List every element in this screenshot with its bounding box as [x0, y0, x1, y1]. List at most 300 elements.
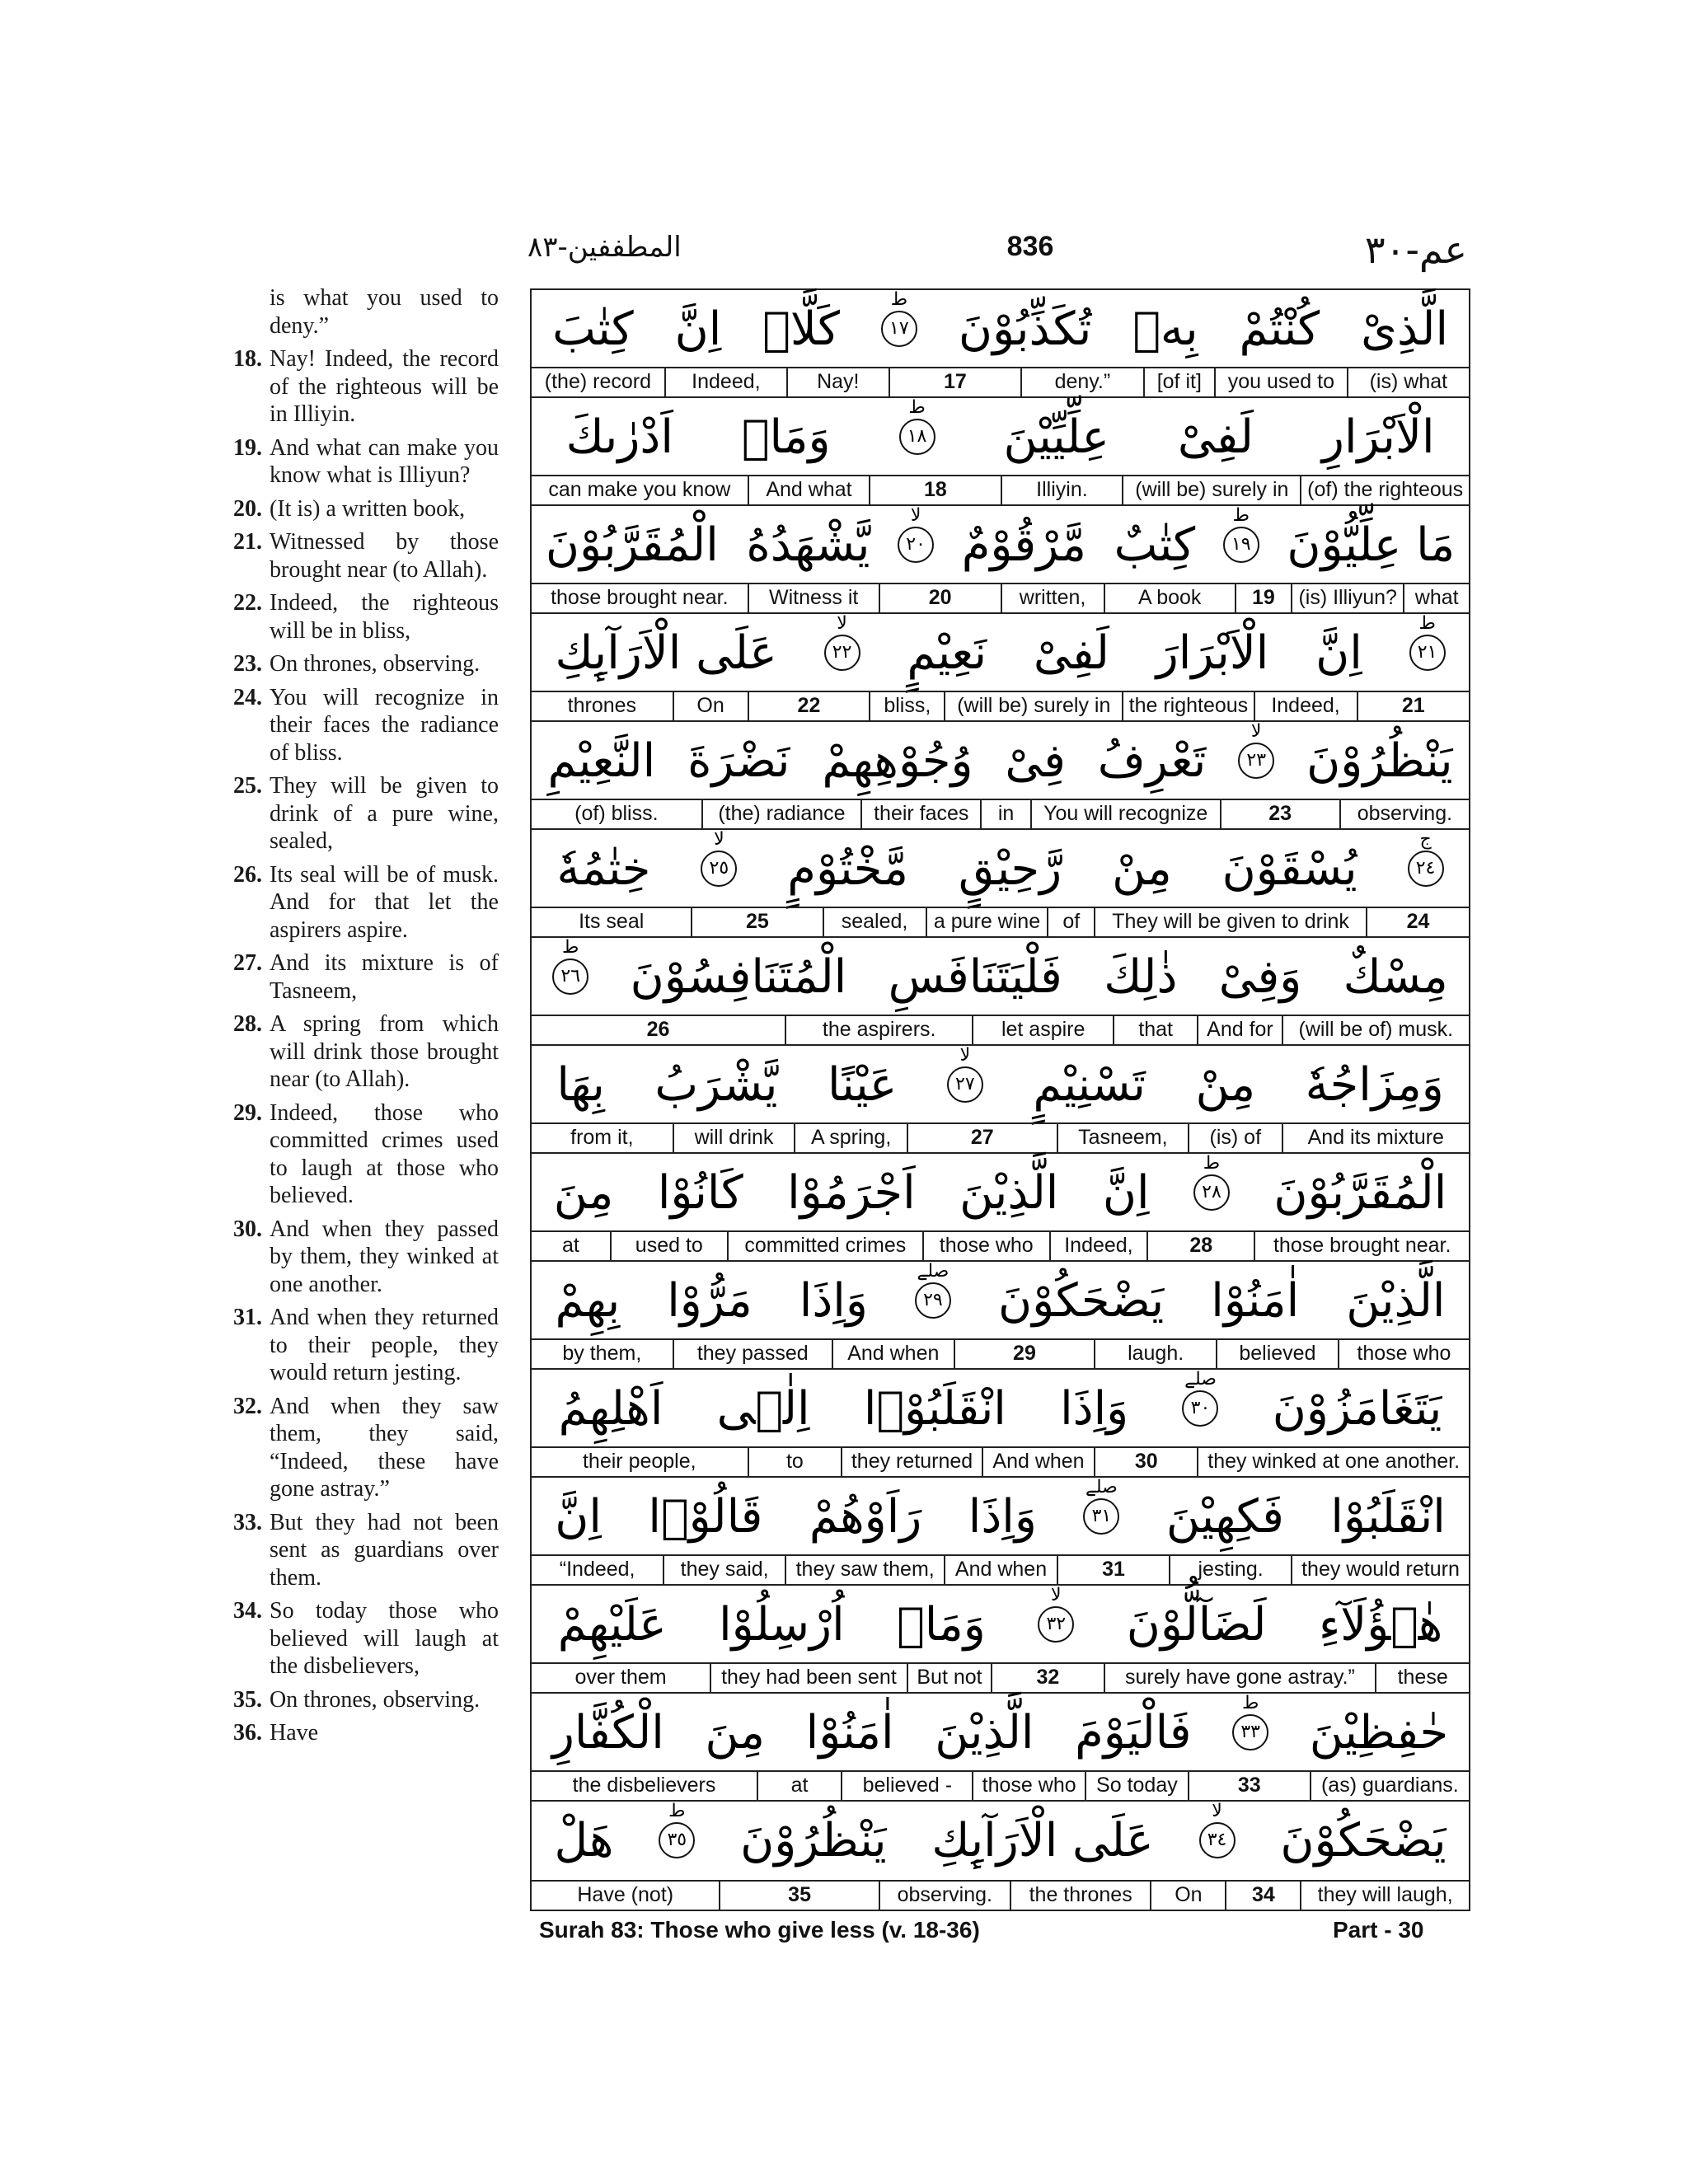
gloss-word: will drink: [673, 1124, 795, 1152]
arabic-line: [532, 290, 1469, 368]
ayah-end-marker: [881, 289, 917, 347]
arabic-word: مِنَ: [553, 1165, 614, 1220]
gloss-word: over them: [574, 1666, 667, 1689]
verse-number: 22.: [233, 590, 262, 616]
arabic-word: بِهَا: [556, 1057, 605, 1112]
gloss-word: their faces: [860, 800, 980, 828]
grid-row: [532, 938, 1469, 1046]
translation-verse: [233, 345, 499, 429]
arabic-word: الْاَبْرَارِ: [1321, 410, 1435, 464]
translation-verse: [233, 1393, 499, 1503]
gloss-word: (will be) surely in: [944, 692, 1122, 720]
pause-sign: لا: [910, 505, 921, 526]
gloss-word: used to: [610, 1232, 727, 1260]
gloss-verse-number: 30: [1094, 1448, 1197, 1476]
gloss-word: committed crimes: [727, 1232, 922, 1260]
gloss-word: Have (not): [577, 1883, 674, 1906]
gloss-word: And when: [832, 1340, 954, 1368]
arabic-word: الْمُقَرَّبُوْنَ: [545, 518, 719, 572]
verse-text: And when they returned to their people, they would return jesting.: [270, 1305, 499, 1385]
gloss-word: believed: [1216, 1340, 1338, 1368]
pause-sign: ط: [1241, 1693, 1259, 1713]
arabic-word: لَفِیْ: [1177, 410, 1254, 464]
verse-text: And when they saw them, they said, “Indeed, these have gone astray.”: [270, 1393, 499, 1502]
verse-number: 20.: [233, 495, 262, 522]
arabic-word: مَا عِلِّیُّوْنَ: [1287, 518, 1456, 572]
arabic-word: اٰمَنُوْا: [1211, 1273, 1300, 1328]
gloss-word: (of) the righteous: [1300, 476, 1469, 504]
gloss-word: (is) what: [1347, 368, 1469, 396]
ayah-number: ٢٩: [923, 1290, 943, 1310]
grid-row: [532, 830, 1469, 938]
ayah-number: ٣٠: [1190, 1398, 1211, 1418]
arabic-word: وَمَاۤ: [741, 410, 831, 464]
arabic-word: اَجْرَمُوْا: [787, 1165, 916, 1220]
gloss-verse-number: 18: [869, 476, 1000, 504]
arabic-word: كِتٰبَ: [552, 302, 634, 356]
arabic-word: یَضْحَكُوْنَ: [997, 1273, 1165, 1328]
gloss-word: Its seal: [579, 910, 645, 933]
translation-verse: [233, 1099, 499, 1210]
arabic-line: [532, 1370, 1469, 1447]
gloss-word: they would return: [1291, 1556, 1469, 1584]
arabic-word: الْمُقَرَّبُوْنَ: [1273, 1165, 1447, 1220]
arabic-line: [532, 1694, 1469, 1771]
arabic-word: الَّذِیْ: [1361, 302, 1449, 356]
arabic-word: عَلَى الْاَرَآىِٕكِ: [931, 1813, 1154, 1868]
verse-text: Its seal will be of musk. And for that let the aspirers aspire.: [270, 861, 499, 943]
gloss-word: (will be) surely in: [1122, 476, 1300, 504]
ayah-end-marker: [1182, 1369, 1218, 1427]
translation-verse: [233, 861, 499, 944]
arabic-word: وُجُوْهِهِمْ: [822, 733, 973, 788]
arabic-word: ذٰلِكَ: [1104, 949, 1178, 1004]
ayah-end-marker: [898, 505, 934, 563]
ayah-number: ٣١: [1091, 1506, 1112, 1526]
ayah-end-marker: [1232, 1693, 1268, 1750]
gloss-word: [of it]: [1143, 368, 1215, 396]
arabic-word: وَفِیْ: [1218, 949, 1302, 1004]
gloss-verse-number: 25: [691, 908, 822, 936]
ayah-number: ٢١: [1417, 642, 1437, 663]
arabic-word: مَرُّوْا: [667, 1273, 753, 1328]
gloss-word: You will recognize: [1030, 800, 1220, 828]
arabic-word: انْقَلَبُوْا: [1330, 1489, 1446, 1544]
arabic-word: هَلْ: [554, 1813, 614, 1868]
gloss-verse-number: 19: [1235, 584, 1291, 612]
verse-text: Indeed, the righteous will be in bliss,: [270, 590, 499, 644]
pause-sign: ط: [1418, 613, 1436, 634]
gloss-word: they winked at one another.: [1197, 1448, 1469, 1476]
ayah-end-marker: [824, 613, 860, 671]
translation-verse: [233, 949, 499, 1005]
translation-verse: [233, 1509, 499, 1592]
gloss-word: at: [561, 1234, 579, 1257]
verse-number: 25.: [233, 773, 262, 799]
arabic-word: مَّرْقُوْمٌ: [961, 518, 1086, 572]
arabic-word: یُسْقَوْنَ: [1221, 841, 1357, 896]
pause-sign: ط: [668, 1801, 686, 1821]
arabic-word: یَّشْهَدُهُ: [746, 518, 870, 572]
arabic-word: فِیْ: [1005, 733, 1066, 788]
ayah-number: ٣٣: [1240, 1722, 1260, 1742]
arabic-word: فَالْیَوْمَ: [1075, 1705, 1192, 1760]
arabic-line: [532, 1262, 1469, 1339]
english-gloss-line: [532, 367, 1469, 396]
grid-row: [532, 614, 1469, 722]
gloss-word: laugh.: [1094, 1340, 1216, 1368]
pause-sign: صلے: [1184, 1369, 1217, 1390]
gloss-word: those who: [922, 1232, 1049, 1260]
arabic-word: نَعِیْمٍ: [907, 626, 987, 680]
verse-text: And when they passed by them, they winked at one another.: [270, 1216, 499, 1297]
translation-column: [233, 284, 499, 1753]
gloss-word: you used to: [1214, 368, 1347, 396]
gloss-word: the disbelievers: [572, 1774, 716, 1797]
arabic-line: [532, 506, 1469, 583]
arabic-word: اِنَّ: [1102, 1165, 1150, 1220]
gloss-verse-number: 21: [1357, 692, 1469, 720]
english-gloss-line: [532, 583, 1469, 612]
verse-text: A spring from which will drink those brought near (to Allah).: [270, 1011, 499, 1092]
arabic-word: انْقَلَبُوْۤا: [863, 1381, 1006, 1436]
pause-sign: لا: [1212, 1801, 1222, 1821]
gloss-word: Nay!: [786, 368, 889, 396]
page-number: 836: [1006, 231, 1054, 262]
gloss-word: And when: [982, 1448, 1094, 1476]
translation-verse: [233, 772, 499, 855]
verse-number: 31.: [233, 1305, 262, 1330]
verse-text: But they had not been sent as guardians over them.: [270, 1509, 499, 1591]
gloss-word: On: [1150, 1882, 1225, 1910]
verse-number: 33.: [233, 1509, 262, 1535]
arabic-word: فَكِهِیْنَ: [1165, 1489, 1284, 1544]
gloss-word: bliss,: [869, 692, 944, 720]
gloss-word: these: [1375, 1664, 1469, 1692]
verse-number: 32.: [233, 1393, 262, 1419]
arabic-word: كِتٰبٌ: [1114, 518, 1196, 572]
ayah-end-marker: [659, 1801, 695, 1858]
verse-number: 24.: [233, 684, 262, 710]
gloss-word: those who: [972, 1772, 1084, 1800]
english-gloss-line: [532, 799, 1469, 828]
verse-text: They will be given to drink of a pure wine, sealed,: [270, 773, 499, 854]
arabic-line: [532, 938, 1469, 1015]
translation-verse: [233, 1597, 499, 1680]
arabic-word: بِهِمْ: [555, 1273, 621, 1328]
gloss-word: written,: [1001, 584, 1104, 612]
arabic-word: الْكُفَّارِ: [551, 1705, 664, 1760]
gloss-word: A book: [1104, 584, 1235, 612]
arabic-line: [532, 722, 1469, 799]
ayah-number: ٢٤: [1415, 858, 1436, 879]
ayah-end-marker: [552, 937, 588, 995]
arabic-word: مِسْكٌ: [1343, 949, 1448, 1004]
verse-text: Have: [270, 1720, 319, 1746]
english-gloss-line: [532, 907, 1469, 936]
arabic-word: اُرْسِلُوْا: [719, 1597, 845, 1652]
gloss-word: And its mixture: [1282, 1124, 1469, 1152]
arabic-word: خِتٰمُهٗ: [556, 841, 651, 896]
ayah-number: ٢٥: [709, 858, 729, 879]
gloss-word: Witness it: [748, 584, 879, 612]
arabic-word: رَاَوْهُمْ: [809, 1489, 922, 1544]
arabic-word: كَلَّاۤ: [762, 302, 840, 356]
ayah-number: ٣٤: [1207, 1830, 1227, 1850]
verse-number: 23.: [233, 651, 262, 677]
verse-text: Witnessed by those brought near (to Allah).: [270, 529, 499, 583]
translation-verse: [233, 1216, 499, 1299]
gloss-word: surely have gone astray.”: [1104, 1664, 1376, 1692]
gloss-word: they had been sent: [710, 1664, 907, 1692]
grid-row: [532, 506, 1469, 614]
arabic-word: فَلْیَتَنَافَسِ: [888, 949, 1062, 1004]
gloss-word: (the) record: [544, 370, 651, 393]
gloss-verse-number: 32: [991, 1664, 1103, 1692]
gloss-word: But not: [907, 1664, 991, 1692]
gloss-word: let aspire: [972, 1016, 1113, 1044]
gloss-verse-number: 26: [646, 1018, 670, 1041]
arabic-word: وَاِذَا: [1060, 1381, 1129, 1436]
arabic-word: اِنَّ: [674, 302, 722, 356]
verse-number: 35.: [233, 1686, 262, 1713]
arabic-line: [532, 1046, 1469, 1123]
gloss-word: of: [1047, 908, 1094, 936]
gloss-verse-number: 23: [1220, 800, 1339, 828]
gloss-word: deny.”: [1020, 368, 1142, 396]
arabic-line: [532, 1154, 1469, 1231]
ayah-end-marker: [701, 829, 737, 887]
verse-text: On thrones, observing.: [270, 1686, 481, 1713]
gloss-word: that: [1113, 1016, 1197, 1044]
arabic-word: قَالُوْۤا: [648, 1489, 763, 1544]
verse-text: (It is) a written book,: [270, 495, 466, 522]
english-gloss-line: [532, 1122, 1469, 1152]
gloss-word: from it,: [570, 1126, 634, 1149]
gloss-word: they passed: [673, 1340, 832, 1368]
arabic-word: مِنْ: [1112, 841, 1172, 896]
arabic-line: [532, 1586, 1469, 1663]
arabic-word: اِنَّ: [1315, 626, 1362, 680]
arabic-word: رَّحِیْقٍ: [958, 841, 1062, 896]
verse-text: Nay! Indeed, the record of the righteous will be in Illiyin.: [270, 346, 499, 427]
verse-number: 36.: [233, 1720, 262, 1746]
gloss-word: observing.: [1339, 800, 1469, 828]
arabic-word: عِلِّیِّیْنَ: [1003, 410, 1109, 464]
arabic-word: لَضَآلُّوْنَ: [1126, 1597, 1267, 1652]
verse-number: 26.: [233, 861, 262, 888]
gloss-word: Illiyin.: [1001, 476, 1123, 504]
arabic-word: الَّذِیْنَ: [959, 1165, 1059, 1220]
gloss-word: (of) bliss.: [574, 802, 659, 825]
ayah-number: ٢٦: [560, 966, 581, 987]
ayah-number: ٢٨: [1202, 1182, 1221, 1202]
ayah-number: ١٩: [1231, 534, 1251, 555]
translation-verse: [233, 495, 499, 523]
gloss-word: their people,: [582, 1450, 696, 1473]
gloss-word: And what: [748, 476, 870, 504]
gloss-word: those who: [1338, 1340, 1469, 1368]
arabic-word: كُنْتُمْ: [1239, 302, 1320, 356]
ayah-end-marker: [947, 1045, 983, 1103]
arabic-word: یَّشْرَبُ: [654, 1057, 778, 1112]
arabic-word: یَضْحَكُوْنَ: [1280, 1813, 1447, 1868]
pause-sign: ط: [1232, 505, 1250, 526]
translation-verse: [233, 1719, 499, 1747]
ayah-end-marker: [1193, 1153, 1230, 1211]
arabic-line: [532, 1478, 1469, 1555]
arabic-word: نَضْرَةَ: [687, 733, 790, 788]
gloss-verse-number: 28: [1146, 1232, 1254, 1260]
grid-row: [532, 722, 1469, 830]
arabic-word: مَّخْتُوْمٍ: [787, 841, 908, 896]
ayah-end-marker: [1083, 1477, 1119, 1535]
translation-verse: [233, 1010, 499, 1094]
english-gloss-line: [532, 1230, 1469, 1260]
ayah-end-marker: [1199, 1801, 1236, 1858]
gloss-word: (is) Illiyun?: [1291, 584, 1403, 612]
verse-text: You will recognize in their faces the radiance of bliss.: [270, 684, 499, 766]
gloss-word: the righteous: [1122, 692, 1253, 720]
gloss-word: they saw them,: [785, 1556, 944, 1584]
arabic-word: مِنْ: [1195, 1057, 1256, 1112]
arabic-word: اِلٰۤى: [716, 1381, 810, 1436]
header-part-name: عم-٣٠: [1364, 227, 1467, 272]
gloss-word: thrones: [567, 694, 637, 717]
arabic-word: اَدْرٰىكَ: [565, 410, 673, 464]
gloss-verse-number: 24: [1366, 908, 1469, 936]
arabic-word: یَتَغَامَزُوْنَ: [1272, 1381, 1442, 1436]
ayah-number: ٣٥: [667, 1830, 687, 1850]
gloss-word: what: [1403, 584, 1469, 612]
english-gloss-line: [532, 1015, 1469, 1044]
verse-number: 19.: [233, 434, 262, 461]
translation-verse: [233, 434, 499, 490]
english-gloss-line: [532, 1554, 1469, 1584]
translation-verse: [233, 1304, 499, 1387]
gloss-word: to: [748, 1448, 842, 1476]
arabic-word: لَفِیْ: [1033, 626, 1109, 680]
ayah-end-marker: [1409, 613, 1446, 671]
arabic-word: اٰمَنُوْا: [805, 1705, 894, 1760]
translation-verse: [233, 528, 499, 583]
gloss-verse-number: 22: [748, 692, 870, 720]
footer-surah-title: Surah 83: Those who give less (v. 18-36): [539, 1917, 980, 1943]
arabic-word: الَّذِیْنَ: [1346, 1273, 1446, 1328]
translation-verse: [233, 284, 499, 340]
ayah-end-marker: [1223, 505, 1259, 563]
arabic-word: عَلَى الْاَرَآىِٕكِ: [555, 626, 777, 680]
gloss-word: Indeed,: [1049, 1232, 1146, 1260]
gloss-word: A spring,: [794, 1124, 906, 1152]
ayah-number: ٣٢: [1046, 1614, 1067, 1634]
ayah-end-marker: [1238, 721, 1274, 779]
gloss-word: Indeed,: [664, 368, 786, 396]
gloss-word: And for: [1197, 1016, 1281, 1044]
arabic-line: [532, 398, 1469, 476]
gloss-word: by them,: [562, 1342, 642, 1365]
grid-row: [532, 398, 1469, 506]
ayah-end-marker: [1038, 1585, 1074, 1643]
gloss-word: “Indeed,: [559, 1558, 635, 1581]
verse-text: Indeed, those who committed crimes used to laugh at those who believed.: [270, 1099, 499, 1208]
verse-number: 34.: [233, 1598, 262, 1624]
grid-row: [532, 1154, 1469, 1262]
gloss-word: in: [980, 800, 1029, 828]
ayah-number: ١٨: [907, 426, 927, 447]
arabic-word: یَنْظُرُوْنَ: [740, 1813, 887, 1868]
verse-number: 30.: [233, 1216, 262, 1242]
translation-verse: [233, 1686, 499, 1714]
ayah-end-marker: [915, 1261, 951, 1319]
gloss-word: they said,: [663, 1556, 785, 1584]
english-gloss-line: [532, 1338, 1469, 1368]
ayah-end-marker: [899, 397, 935, 455]
gloss-word: they will laugh,: [1300, 1882, 1469, 1910]
gloss-verse-number: 20: [879, 584, 1001, 612]
gloss-word: Indeed,: [1254, 692, 1357, 720]
gloss-word: can make you know: [548, 478, 731, 501]
gloss-verse-number: 34: [1225, 1882, 1300, 1910]
arabic-word: مِنَ: [705, 1705, 766, 1760]
word-by-word-grid: [530, 288, 1470, 1911]
arabic-word: وَمَاۤ: [897, 1597, 986, 1652]
arabic-word: تَعْرِفُ: [1097, 733, 1207, 788]
ayah-end-marker: [1408, 829, 1444, 887]
arabic-word: النَّعِیْمِ: [547, 733, 656, 788]
gloss-word: those brought near.: [551, 586, 729, 609]
verse-text: On thrones, observing.: [270, 651, 481, 677]
gloss-word: (will be of) musk.: [1282, 1016, 1469, 1044]
arabic-word: اَهْلِهِمُ: [558, 1381, 663, 1436]
verse-text: So today those who believed will laugh at the disbelievers,: [270, 1598, 499, 1679]
ayah-number: ٢٠: [906, 534, 926, 555]
verse-text: is what you used to deny.”: [270, 285, 499, 339]
arabic-line: [532, 1802, 1469, 1879]
gloss-verse-number: 29: [954, 1340, 1095, 1368]
ayah-number: ١٧: [889, 318, 909, 339]
arabic-word: تُكَذِّبُوْنَ: [958, 302, 1092, 356]
gloss-word: a pure wine: [926, 908, 1048, 936]
gloss-word: the aspirers.: [785, 1016, 972, 1044]
arabic-word: یَنْظُرُوْنَ: [1306, 733, 1453, 788]
pause-sign: ط: [890, 289, 908, 310]
arabic-word: اِنَّ: [555, 1489, 602, 1544]
arabic-word: هٰۤؤُلَآءِ: [1318, 1597, 1443, 1652]
pause-sign: ج: [1419, 829, 1432, 850]
gloss-word: at: [757, 1772, 841, 1800]
arabic-word: الَّذِیْنَ: [935, 1705, 1034, 1760]
pause-sign: صلے: [917, 1261, 950, 1282]
translation-verse: [233, 589, 499, 644]
arabic-word: عَلَیْهِمْ: [557, 1597, 667, 1652]
grid-row: [532, 290, 1469, 398]
verse-number: 21.: [233, 529, 262, 555]
gloss-word: On: [673, 692, 748, 720]
pause-sign: ط: [1203, 1153, 1221, 1174]
arabic-word: وَاِذَا: [968, 1489, 1037, 1544]
gloss-word: (as) guardians.: [1310, 1772, 1469, 1800]
verse-text: And what can make you know what is Illiyun?: [270, 434, 499, 488]
header-surah-name: المطففين-٨٣: [528, 231, 682, 264]
gloss-word: They will be given to drink: [1094, 908, 1366, 936]
arabic-word: الْاَبْرَارَ: [1156, 626, 1269, 680]
grid-row: [532, 1262, 1469, 1370]
gloss-word: So today: [1085, 1772, 1188, 1800]
gloss-verse-number: 31: [1057, 1556, 1169, 1584]
pause-sign: لا: [1050, 1585, 1062, 1605]
pause-sign: ط: [908, 397, 926, 418]
